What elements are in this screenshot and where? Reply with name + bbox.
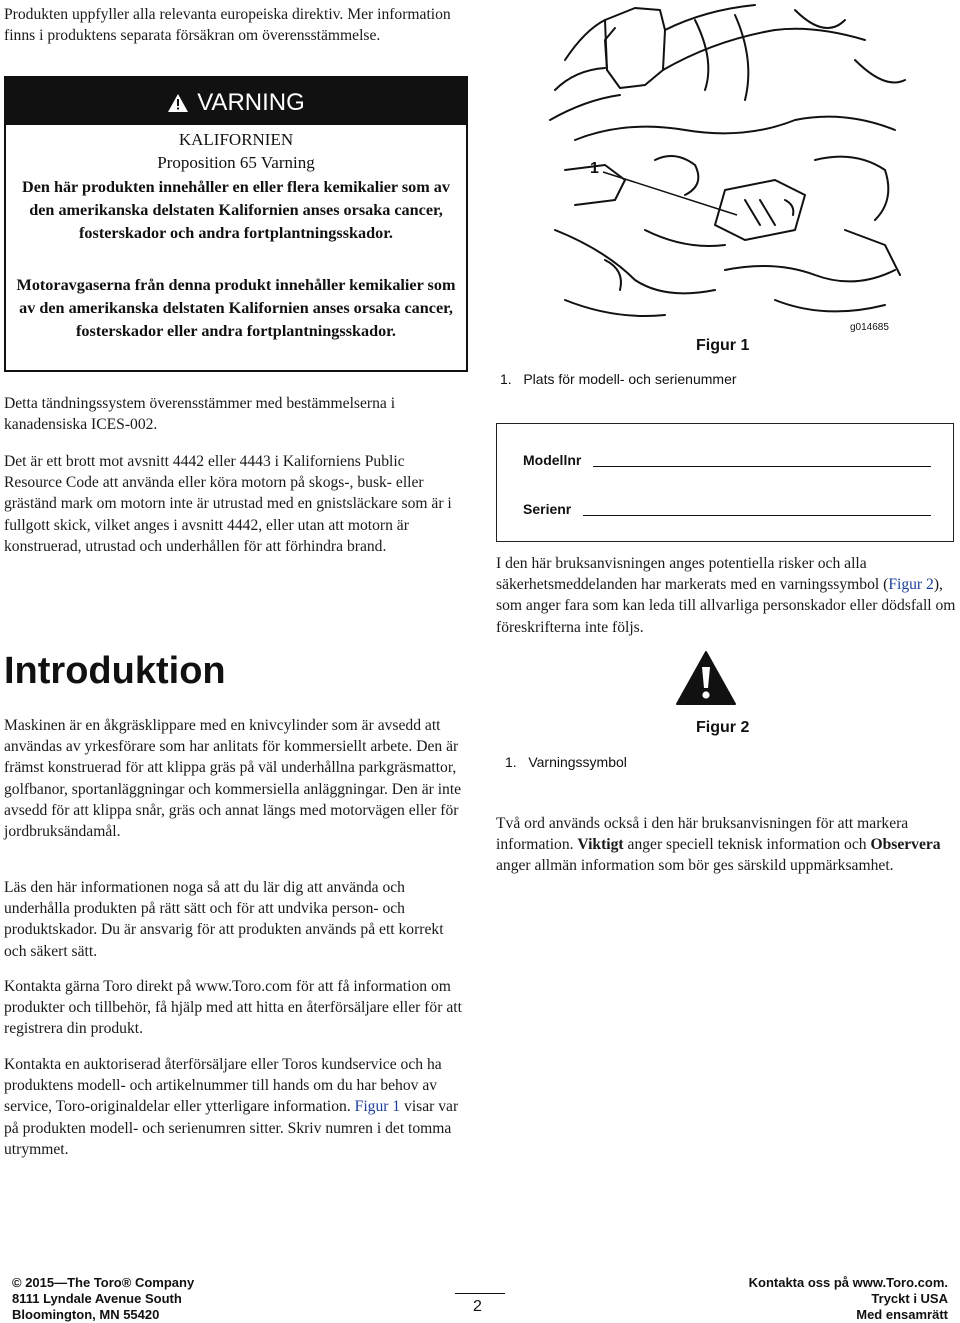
intro-heading: Introduktion xyxy=(4,650,226,692)
warning-subtitle-prop: Proposition 65 Varning xyxy=(157,153,315,173)
intro-paragraph-4-a: Kontakta en auktoriserad återförsäljare eller Toros kundservice och ha produktens modell- och artikelnummer till hands om du har behov av service, Toro-originaldelar eller ytterligare information. xyxy=(4,1056,442,1116)
figure-1-callout-number: 1 xyxy=(590,160,599,177)
signal-words-text xyxy=(496,813,956,877)
warning-paragraph-1: Den här produkten innehåller en eller flera kemikalier som av den amerikanska delstaten Kalifornien anses orsaka cancer, fosterskador och andra fortplantningsskador. xyxy=(22,178,450,243)
figure-1-engine-illustration xyxy=(545,0,915,330)
footer-left xyxy=(12,1275,194,1323)
safety-text-b: ), som anger fara som kan leda till allvarliga personskador eller dödsfall om föreskrifterna inte följs. xyxy=(496,576,956,636)
safety-text-a: I den här bruksanvisningen anges potentiella risker och alla säkerhetsmeddelanden har markerats med en varningssymbol ( xyxy=(496,555,889,594)
footer-page-rule xyxy=(455,1293,505,1294)
footer-right xyxy=(749,1275,948,1323)
warning-triangle-icon xyxy=(167,93,189,113)
warning-title: VARNING xyxy=(197,89,305,117)
warning-paragraph-2: Motoravgaserna från denna produkt innehåller kemikalier som av den amerikanska delstaten Kalifornien anses orsaka cancer, fosterskador eller andra fortplantningsskador. xyxy=(16,276,456,341)
model-serial-box xyxy=(496,423,954,542)
intro-paragraph-4 xyxy=(4,1054,466,1160)
intro-paragraph-2: Läs den här informationen noga så att du lär dig att använda och underhålla produkten på rätt sätt och för att undvika person- och produktskador. Du är ansvarig för att produkten används på ett korrekt och säkert sätt. xyxy=(4,879,444,960)
warning-symbol-icon xyxy=(675,650,737,706)
figure-1-code: g014685 xyxy=(850,322,889,333)
footer-printed: Tryckt i USA xyxy=(871,1291,948,1306)
intro-paragraph-3: Kontakta gärna Toro direkt på www.Toro.com för att få information om produkter och tillbehör, få hjälp med att hitta en återförsäljare eller för att registrera din produkt. xyxy=(4,978,462,1038)
conformity-text: Produkten uppfyller alla relevanta europeiska direktiv. Mer information finns i produktens separata försäkran om överensstämmelse. xyxy=(4,6,451,45)
signal-text-b: anger speciell teknisk information och xyxy=(623,836,871,854)
intro-paragraph-1: Maskinen är en åkgräsklippare med en knivcylinder som är avsedd att användas av yrkesförare som har anlitats för kommersiellt arbete. Den är främst konstruerad för att klippa gräs på väl underhållna parkgräsmattor, golfbanor, sportanläggningar och kommersiella anläggningar. Den är inte avsedd för att klippa snår, gräs och annat längs med motorvägen eller för jordbruksändamål. xyxy=(4,717,462,841)
signal-text-a: Två ord används också i den här bruksanvisningen för att markera information. xyxy=(496,815,909,854)
intro-paragraph-4-b: visar var på produkten modell- och serienumren sitter. Skriv numren i det tomma utrymmet. xyxy=(4,1098,459,1158)
figure-1-link[interactable]: Figur 1 xyxy=(354,1098,401,1116)
footer-contact: Kontakta oss på www.Toro.com. xyxy=(748,1275,948,1290)
model-number-label: Modellnr xyxy=(523,452,582,468)
ices-text: Detta tändningssystem överensstämmer med bestämmelserna i kanadensiska ICES-002. xyxy=(4,395,396,434)
signal-text-c: anger allmän information som bör ges särskild uppmärksamhet. xyxy=(496,857,894,875)
signal-word-observera: Observera xyxy=(870,836,941,854)
figure-1-caption: 1. Plats för modell- och serienummer xyxy=(500,371,737,387)
page-number: 2 xyxy=(473,1298,482,1315)
footer-city: Bloomington, MN 55420 xyxy=(12,1307,160,1322)
fire-code-text: Det är ett brott mot avsnitt 4442 eller 4443 i Kaliforniens Public Resource Code att använda eller köra motorn på skogs-, busk- eller gräständ mark om motorn inte är utrustad med en gnistsläckare som är i fullgott skick, vilket anges i avsnitt 4442, eller utan att motorn är konstruerad, utrustad och underhållen för att förhindra brand. xyxy=(4,453,452,555)
serial-number-label: Serienr xyxy=(523,501,572,517)
safety-symbol-text xyxy=(496,553,956,638)
figure-2-caption: 1. Varningssymbol xyxy=(505,754,627,770)
warning-header xyxy=(6,78,466,125)
footer-copyright: © 2015—The Toro® Company xyxy=(12,1275,195,1290)
footer-address: 8111 Lyndale Avenue South xyxy=(12,1291,182,1306)
footer-rights: Med ensamrätt xyxy=(856,1307,948,1322)
serial-number-line[interactable] xyxy=(583,515,931,516)
figure-1-label: Figur 1 xyxy=(696,337,750,354)
figure-2-link[interactable]: Figur 2 xyxy=(888,576,934,594)
figure-2-label: Figur 2 xyxy=(696,719,750,736)
model-number-line[interactable] xyxy=(593,466,931,467)
signal-word-viktigt: Viktigt xyxy=(577,836,624,854)
warning-box xyxy=(4,76,468,372)
warning-subtitle-state: KALIFORNIEN xyxy=(178,130,294,149)
